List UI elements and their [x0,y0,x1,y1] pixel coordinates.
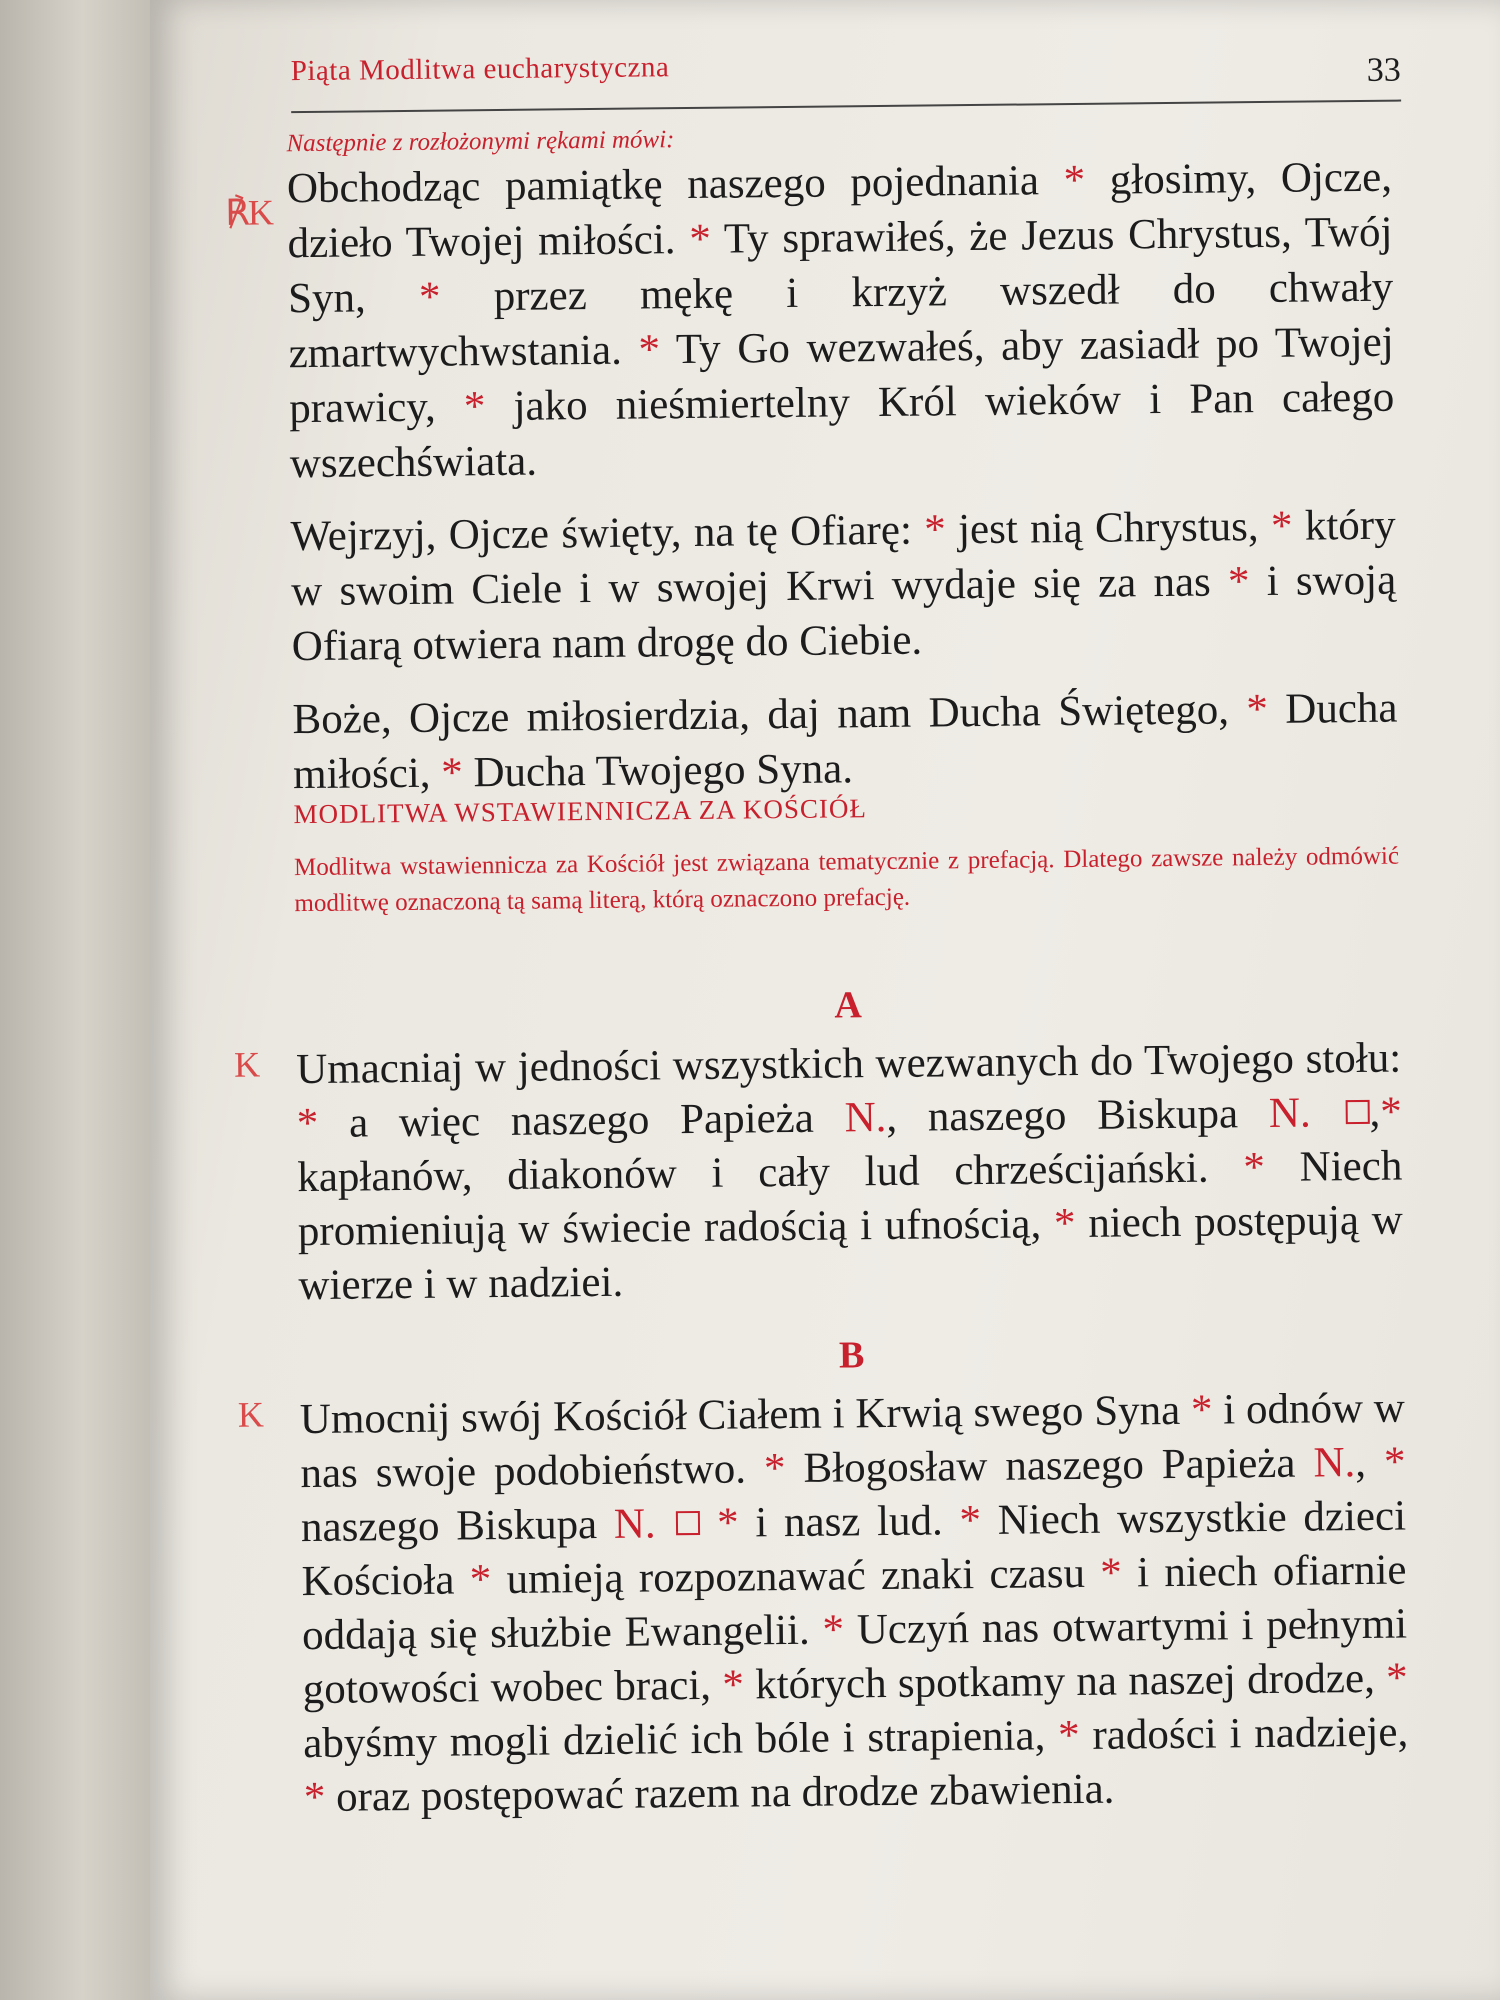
variant-b-text: Umocnij swój Kościół Ciałem i Krwią swego Syna * i odnów w nas swoje podobieństwo. * Błogosław naszego Papieża N., * naszego Biskupa N. * i nasz lud. * Niech wszystkie dzieci Kościoła * umieją rozpoznawać znaki czasu * i niech ofiarnie oddają się służbie Ewangelii. * Uczyń nas otwartymi i pełnymi gotowości wobec braci, * których spotkamy na naszej drodze, * abyśmy mogli dzielić ich bóle i strapienia, * radości i nadzieje, * oraz postępować razem na drodze zbawienia. [299,1384,1409,1822]
rubric-intro: Następnie z rozłożonymi rękami mówi: [286,126,675,158]
running-head [290,22,1401,118]
header-rule [291,100,1401,114]
prayer-paragraph-2: Wejrzyj, Ojcze święty, na tę Ofiarę: * jest nią Chrystus, * który w swoim Ciele i w swojej Krwi wydaje się za nas * i swoją Ofiarą otwiera nam drogę do Ciebie. [290,501,1397,671]
book-page [150,0,1500,2000]
placeholder-box-icon [676,1511,700,1535]
variant-a-letter: A [834,984,863,1027]
intercession-section [293,788,1399,923]
section-note: Modlitwa wstawiennicza za Kościół jest związana tematycznie z prefacją. Dlatego zawsze należy odmówić modlitwę oznaczoną tą samą literą, którą oznaczono prefację. [293,842,1400,918]
speaker-marker: ℟K [225,192,273,233]
speaker-marker: K [237,1394,263,1435]
variant-a [233,978,1404,1332]
prayer-paragraph-3: Boże, Ojcze miłosierdzia, daj nam Ducha Świętego, * Ducha miłości, * Ducha Twojego Syna. [292,684,1398,799]
variant-a-text: Umacniaj w jedności wszystkich wezwanych do Twojego stołu: * a więc naszego Papieża N., naszego Biskupa N. ,* kapłanów, diakonów i cały lud chrześcijański. * Niech promieniują w świecie radością i ufnością, * niech postępują w wierze i w nadziei. [295,1034,1404,1310]
prayer-paragraph-1: Obchodząc pamiątkę naszego pojednania * głosimy, Ojcze, dzieło Twojej miłości. * Ty sprawiłeś, że Jezus Chrystus, Twój Syn, * przez mękę i krzyż wszedł do chwały zmartwychwstania. * Ty Go wezwałeś, aby zasiadł po Twojej prawicy, * jako nieśmiertelny Król wieków i Pan całego wszechświata. [286,153,1395,488]
variant-b-body [237,1382,1409,1826]
anamnesis-section [225,116,1398,821]
prayer-1 [225,150,1395,492]
variant-a-body [233,1032,1404,1314]
facing-page-edge [0,0,150,2000]
section-heading: MODLITWA WSTAWIENNICZA ZA KOŚCIÓŁ [293,793,868,830]
variant-b [237,1328,1409,1844]
speaker-marker: K [233,1044,259,1085]
placeholder-box-icon [1345,1100,1369,1124]
running-title: Piąta Modlitwa eucharystyczna [290,51,670,88]
page-number: 33 [1366,51,1401,89]
variant-b-letter: B [838,1334,865,1377]
